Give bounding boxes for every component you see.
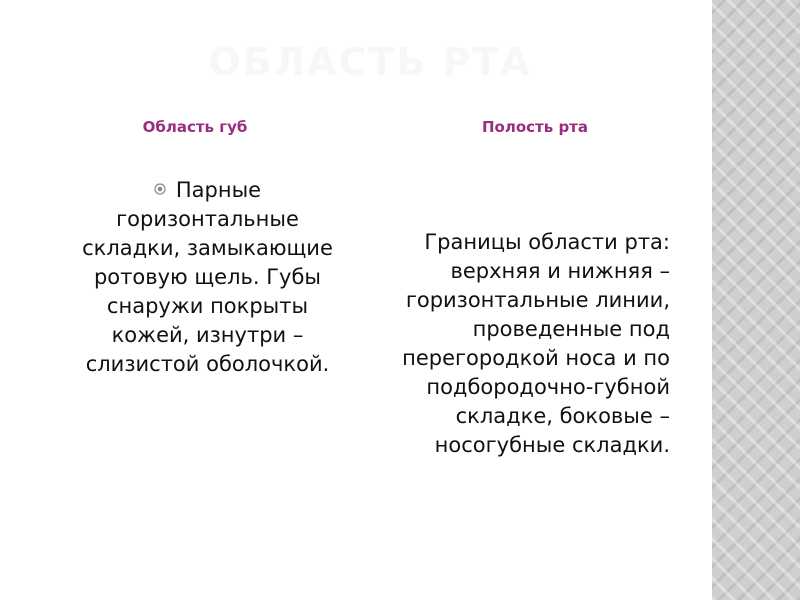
slide-title: ОБЛАСТЬ РТА <box>208 40 532 84</box>
right-column-heading: Полость рта <box>482 118 588 136</box>
decorative-side-pattern <box>712 0 800 600</box>
left-column-heading: Область губ <box>142 118 248 136</box>
right-column-body: Границы области рта: верхняя и нижняя – горизонтальные линии, проведенные под перегородкой носа и по подбородочно-губной складке, боковые – носогубные складки. <box>402 230 670 457</box>
left-column-body: Парные горизонтальные складки, замыкающие ротовую щель. Губы снаружи покрыты кожей, изнутри – слизистой оболочкой. <box>82 178 333 376</box>
radio-bullet-icon <box>154 174 166 186</box>
left-column-text <box>70 174 345 379</box>
